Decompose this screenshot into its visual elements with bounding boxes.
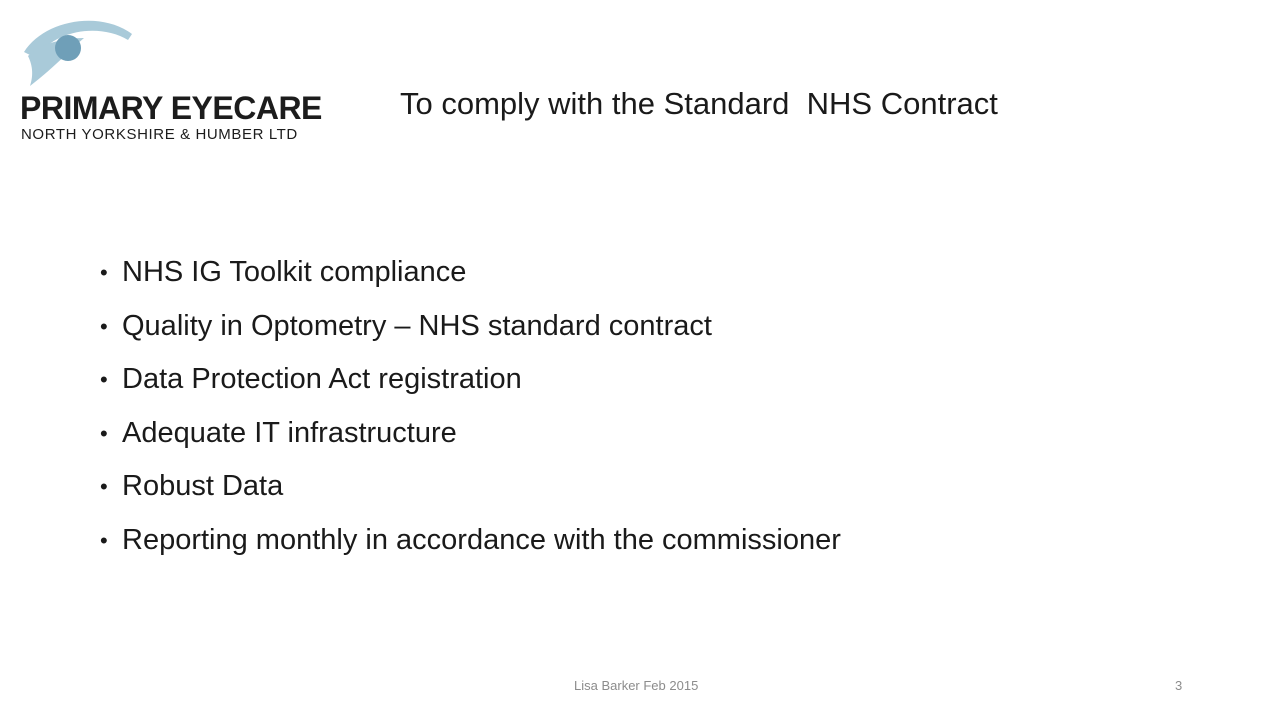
bullet-dot-icon: •: [100, 527, 108, 553]
bullet-dot-icon: •: [100, 260, 108, 285]
bullet-text: Adequate IT infrastructure: [122, 416, 457, 449]
logo-company-name: PRIMARY EYECARE: [20, 90, 322, 126]
bullet-dot-icon: •: [100, 420, 108, 446]
slide-title: To comply with the Standard NHS Contract: [400, 86, 998, 121]
bullet-dot-icon: •: [100, 474, 108, 499]
bullet-text: NHS IG Toolkit compliance: [122, 256, 467, 288]
bullet-item: [100, 353, 841, 407]
bullet-item: [100, 460, 841, 514]
footer-author: Lisa Barker Feb 2015: [574, 678, 699, 693]
bullet-item: [100, 514, 841, 568]
bullet-item: [100, 407, 841, 461]
slide-number: 3: [1175, 678, 1183, 693]
bullet-dot-icon: •: [100, 313, 108, 339]
bullet-text: Data Protection Act registration: [122, 363, 522, 395]
bullet-text: Quality in Optometry – NHS standard contract: [122, 309, 712, 342]
bullet-text: Robust Data: [122, 470, 284, 502]
bullet-item: [100, 246, 841, 300]
company-logo: [18, 14, 328, 144]
bullet-dot-icon: •: [100, 367, 108, 392]
bullet-list: [100, 246, 841, 567]
bullet-item: [100, 300, 841, 354]
logo-company-subtitle: NORTH YORKSHIRE & HUMBER LTD: [21, 126, 298, 143]
bullet-text: Reporting monthly in accordance with the commissioner: [122, 523, 841, 556]
eye-icon: [22, 14, 134, 88]
